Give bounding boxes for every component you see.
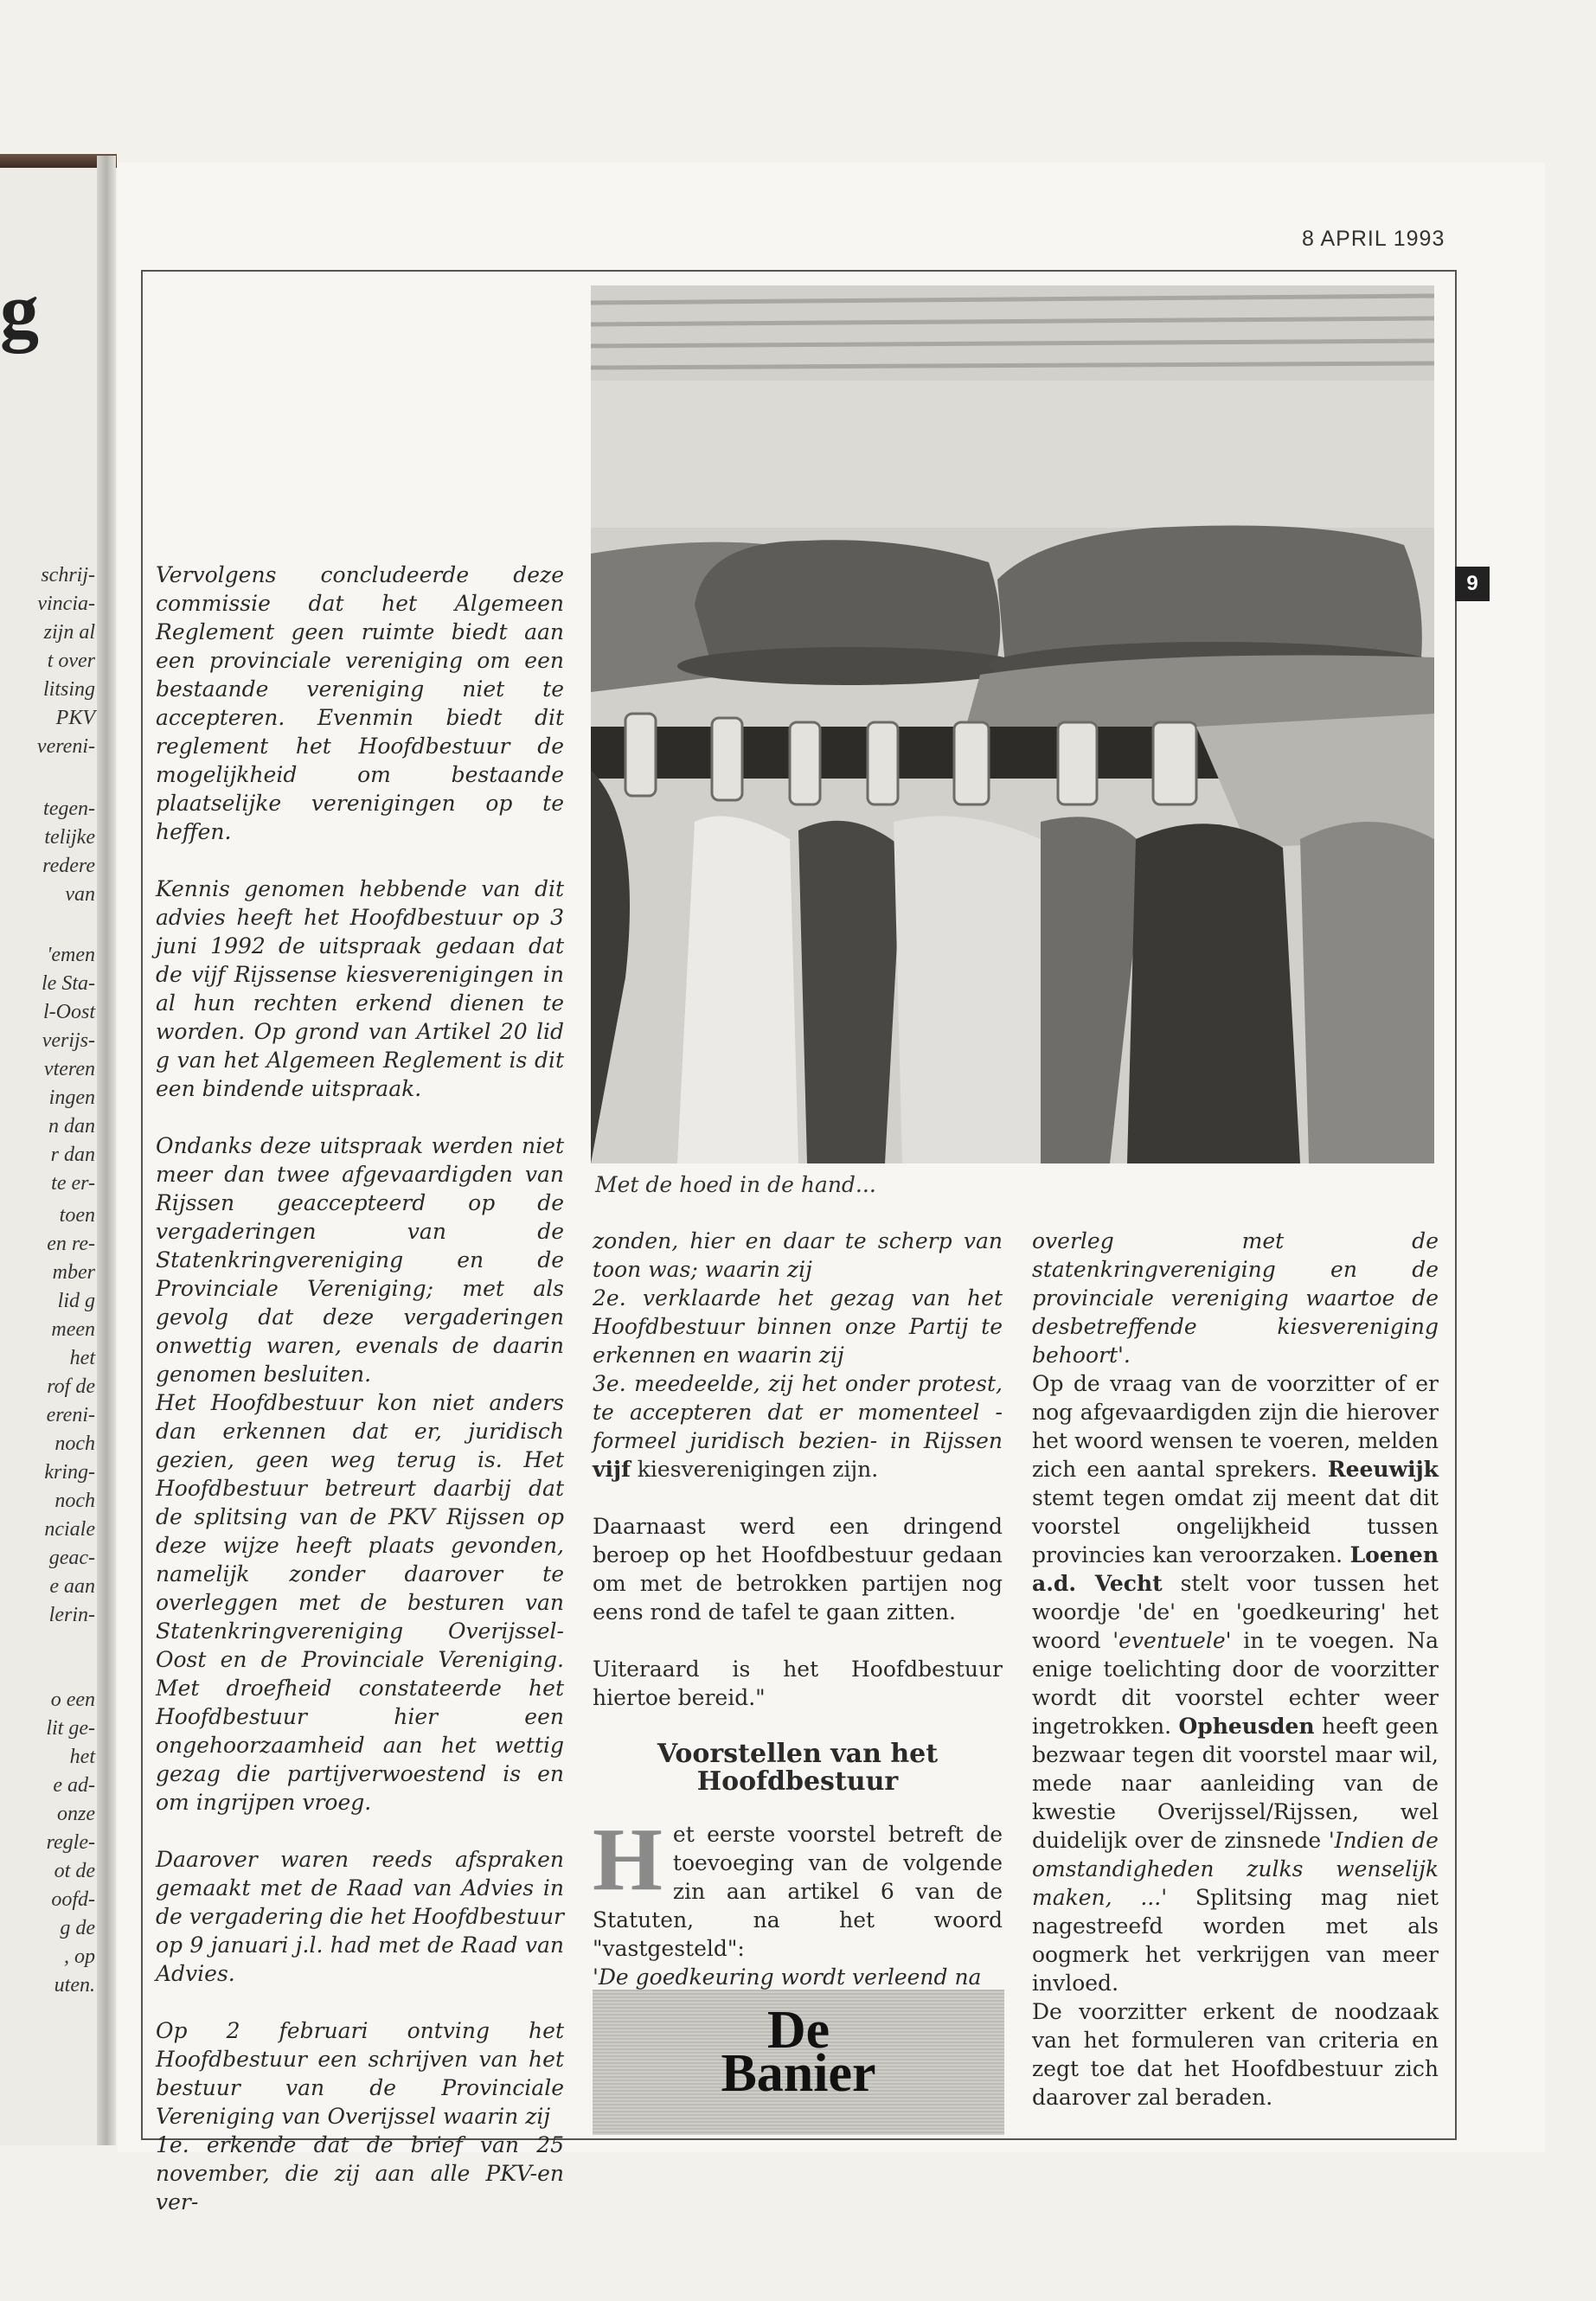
text-run: 'Indien de omstandigheden zulks wenselijk maken, ...': [1032, 1828, 1439, 1910]
photo-illustration: [591, 285, 1434, 1163]
previous-page-fragment: onze: [57, 1803, 95, 1825]
previous-page-fragment: le Sta-: [42, 972, 95, 995]
paragraph: [593, 1810, 1003, 1963]
previous-page-fragment: kring-: [44, 1461, 95, 1484]
previous-page-fragment: t over: [47, 650, 95, 672]
paragraph: Daarover waren reeds afspraken gemaakt met de Raad van Advies in de vergadering die het Hoofdbestuur op 9 januari j.l. had met de Raad van Advies.: [156, 1847, 564, 1986]
previous-page-fragment: oofd-: [51, 1888, 95, 1911]
previous-page-fragment: en re-: [47, 1233, 95, 1255]
paragraph: Uiteraard is het Hoofdbestuur hiertoe bereid.": [593, 1657, 1003, 1710]
section-heading: Voorstellen van het Hoofdbestuur: [657, 1739, 939, 1797]
paragraph: Vervolgens concludeerde deze commissie dat het Algemeen Reglement geen ruimte biedt aan een provinciale vereniging om een bestaande vereniging niet te accepteren. Evenmin biedt dit reglement het Hoofdbestuur de mogelijkheid om bestaande plaatselijke verenigingen op te heffen.: [156, 562, 564, 844]
previous-page-fragment: van: [65, 883, 95, 906]
text-run: 3e. meedeelde, zij het onder protest, te accepteren dat er momenteel -formeel juridisch bezien- in Rijssen: [593, 1371, 1003, 1453]
previous-page-fragment: e ad-: [53, 1774, 95, 1797]
previous-page-fragment: n dan: [48, 1115, 95, 1138]
issue-date: 8 APRIL 1993: [1302, 227, 1445, 251]
previous-page-fragment: , op: [64, 1945, 95, 1968]
speaker-name: Opheusden: [1178, 1714, 1315, 1739]
logo-line: De: [766, 2001, 830, 2060]
speaker-name: Loenen a.d. Vecht: [1032, 1542, 1439, 1596]
previous-page-fragment: schrij-: [41, 564, 95, 586]
previous-page-fragment: lerin-: [48, 1604, 95, 1626]
previous-page-fragment: het: [69, 1347, 95, 1369]
previous-page-fragment: g de: [60, 1917, 95, 1939]
speaker-name: Reeuwijk: [1327, 1457, 1439, 1482]
text-run: 'eventuele': [1112, 1628, 1232, 1653]
paragraph: zonden, hier en daar te scherp van toon was; waarin zij: [593, 1228, 1003, 1282]
previous-page-fragment: litsing: [42, 678, 95, 701]
paragraph: [1032, 1369, 1439, 1997]
drop-cap: H: [593, 1810, 663, 1909]
previous-page-fragment: rof de: [47, 1375, 95, 1398]
previous-page-fragment: zijn al: [43, 621, 95, 644]
text-run: stemt tegen omdat zij meent dat dit voorstel ongelijkheid tussen provincies kan veroorzaken.: [1032, 1485, 1439, 1567]
paragraph: Kennis genomen hebbende van dit advies heeft het Hoofdbestuur op 3 juni 1992 de uitspraak gedaan dat de vijf Rijssense kiesverenigingen in al hun rechten erkend dienen te worden. Op grond van Artikel 20 lid g van het Algemeen Reglement is dit een bindende uitspraak.: [156, 876, 564, 1101]
text-run: Splitsing mag niet nagestreefd worden met als oogmerk het verkrijgen van meer invloed.: [1032, 1885, 1439, 1996]
previous-page-fragment: lid g: [57, 1290, 95, 1312]
previous-page-fragment: geac-: [48, 1547, 95, 1569]
photo-caption: Met de hoed in de hand...: [595, 1172, 876, 1197]
previous-page-fragment: ot de: [54, 1860, 95, 1882]
paragraph: overleg met de statenkringvereniging en de provinciale vereniging waartoe de desbetreffende kiesvereniging behoort'.: [1032, 1228, 1439, 1368]
previous-page-fragment: noch: [54, 1490, 95, 1512]
paragraph: De voorzitter erkent de noodzaak van het formuleren van criteria en zegt toe dat het Hoofdbestuur zich daarover zal beraden.: [1032, 1999, 1439, 2110]
text-run: kiesverenigingen zijn.: [637, 1457, 879, 1482]
previous-page-fragment: vereni-: [36, 735, 95, 758]
previous-page-fragment: r dan: [50, 1144, 95, 1166]
paragraph: Het Hoofdbestuur kon niet anders dan erkennen dat er, juridisch gezien, geen weg terug is. Het Hoofdbestuur betreurt daarbij dat de splitsing van de PKV Rijssen op deze wijze heeft plaats gevonden, namelijk zonder daarover te overleggen met de besturen van Statenkringvereniging Overijssel-Oost en de Provinciale Vereniging. Met droefheid constateerde het Hoofdbestuur hier een ongehoorzaamheid aan het wettig gezag die partijverwoestend is en om ingrijpen vroeg.: [156, 1390, 564, 1815]
previous-page-fragment: meen: [51, 1318, 95, 1341]
previous-page-fragment: te er-: [51, 1172, 95, 1195]
logo-line: Banier: [721, 2044, 876, 2103]
previous-page-fragment: l-Oost: [43, 1001, 95, 1023]
de-banier-logo: [593, 1990, 1004, 2135]
text-run: heeft geen bezwaar tegen dit voorstel maar wil, mede naar aanleiding van de kwestie Overijssel/Rijssen, wel duidelijk over de zinsnede: [1032, 1714, 1439, 1853]
paragraph: 2e. verklaarde het gezag van het Hoofdbestuur binnen onze Partij te erkennen en waarin zij: [593, 1285, 1003, 1368]
paragraph: Op 2 februari ontving het Hoofdbestuur een schrijven van het bestuur van de Provinciale Vereniging van Overijssel waarin zij: [156, 2018, 564, 2129]
logo-text: [593, 2001, 1004, 2103]
previous-page-fragment: verijs-: [42, 1029, 95, 1052]
column-2: [593, 1227, 1003, 1991]
previous-page-fragment: tegen-: [43, 798, 95, 820]
previous-page-fragment: nciale: [44, 1518, 95, 1541]
previous-page-fragment: ingen: [48, 1086, 95, 1109]
photo-hats-on-coat-rack: [591, 285, 1434, 1163]
paragraph: 'De goedkeuring wordt verleend na: [593, 1965, 982, 1990]
previous-page-fragment: het: [69, 1746, 95, 1768]
column-3: [1032, 1227, 1439, 2112]
previous-page-fragment: vteren: [43, 1058, 95, 1080]
emphasis: vijf: [593, 1457, 631, 1482]
previous-page-fragment: telijke: [44, 826, 95, 849]
text-run: et eerste voorstel betreft de toevoeging van de volgende zin aan artikel 6 van de Statuten, na het woord "vastgesteld":: [593, 1822, 1003, 1961]
previous-page-heading: g: [0, 268, 39, 354]
page-number: 9: [1455, 567, 1490, 601]
previous-page-fragment: ereni-: [46, 1404, 95, 1426]
previous-page-fragment: regle-: [46, 1831, 95, 1854]
previous-page-fragment: e aan: [49, 1575, 95, 1598]
previous-page-fragment: PKV: [55, 707, 95, 729]
previous-page-fragment: toen: [59, 1204, 95, 1227]
paragraph: Ondanks deze uitspraak werden niet meer dan twee afgevaardigden van Rijssen geaccepteerd op de vergaderingen van de Statenkringvereniging en de Provinciale Vereniging; met als gevolg dat deze vergaderingen onwettig waren, evenals de daarin genomen besluiten.: [156, 1133, 564, 1387]
previous-page-fragment: uten.: [54, 1974, 95, 1997]
previous-page-fragment: 'emen: [47, 944, 95, 966]
text-run: Op de vraag van de voorzitter of er nog afgevaardigden zijn die hierover het woord wensen te voeren, melden zich een aantal sprekers.: [1032, 1371, 1439, 1482]
binding-gutter: [97, 156, 116, 2145]
previous-page-fragment: vincia-: [37, 593, 95, 615]
previous-page-fragment: lit ge-: [46, 1717, 95, 1740]
previous-page-fragment: redere: [42, 855, 95, 877]
text-run: stelt voor tussen het woordje 'de' en 'goedkeuring' het woord: [1032, 1571, 1439, 1653]
previous-page-fragment: noch: [54, 1433, 95, 1455]
column-1: [156, 561, 564, 2216]
paragraph: 1e. erkende dat de brief van 25 november, die zij aan alle PKV-en ver-: [156, 2132, 564, 2214]
text-run: in te voegen. Na enige toelichting door de voorzitter wordt dit voorstel echter weer ingetrokken.: [1032, 1628, 1439, 1739]
paragraph: Daarnaast werd een dringend beroep op het Hoofdbestuur gedaan om met de betrokken partijen nog eens rond de tafel te gaan zitten.: [593, 1514, 1003, 1625]
paragraph: [593, 1369, 1003, 1484]
previous-page-fragment: mber: [52, 1261, 95, 1284]
previous-page-fragment: o een: [50, 1689, 95, 1711]
